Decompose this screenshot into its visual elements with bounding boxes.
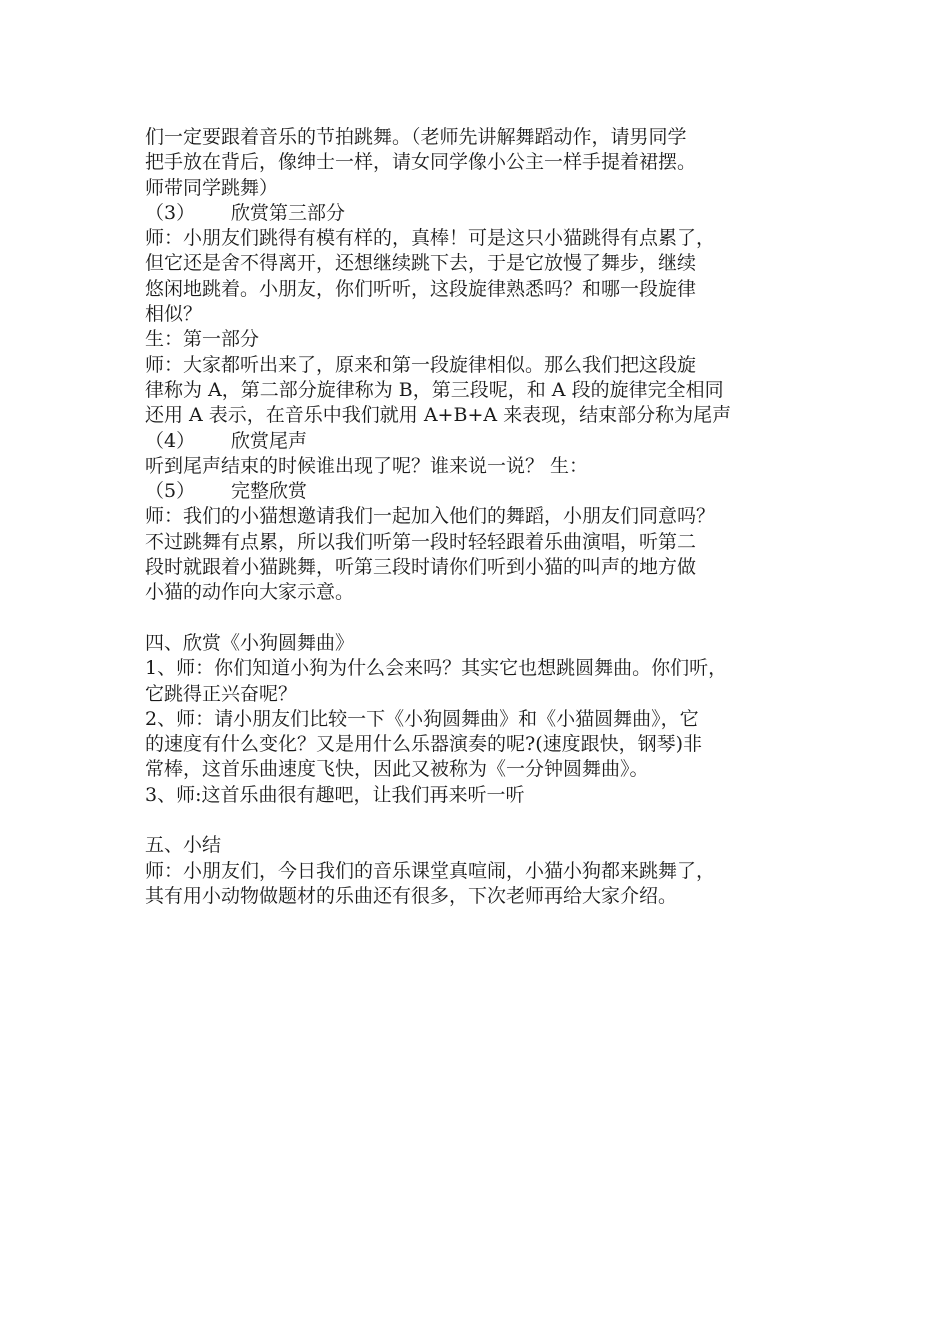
subheading-title: 完整欣赏 xyxy=(231,480,308,503)
paragraph-line: 悠闲地跳着。小朋友，你们听听，这段旋律熟悉吗？和哪一段旋律 xyxy=(145,277,697,300)
paragraph-line: 小猫的动作向大家示意。 xyxy=(145,581,355,604)
subheading-title: 欣赏第三部分 xyxy=(231,201,346,224)
section-heading: 五、小结 xyxy=(145,834,222,857)
paragraph-line: 3、师:这首乐曲很有趣吧，让我们再来听一听 xyxy=(145,783,525,806)
paragraph-line: 师：大家都听出来了，原来和第一段旋律相似。那么我们把这段旋 xyxy=(145,353,697,376)
paragraph-line: 还用 A 表示，在音乐中我们就用 A+B+A 来表现，结束部分称为尾声 xyxy=(145,404,732,427)
paragraph-line: 相似？ xyxy=(145,303,203,326)
subheading-number: （3） xyxy=(145,201,196,224)
paragraph-line: 生：第一部分 xyxy=(145,328,260,351)
subheading-part-3 xyxy=(145,201,825,226)
subheading-title: 欣赏尾声 xyxy=(231,429,308,452)
paragraph-line: 但它还是舍不得离开，还想继续跳下去，于是它放慢了舞步，继续 xyxy=(145,252,697,275)
paragraph-line: 们一定要跟着音乐的节拍跳舞。（老师先讲解舞蹈动作，请男同学 xyxy=(145,126,687,148)
paragraph-line: 2、师：请小朋友们比较一下《小狗圆舞曲》和《小猫圆舞曲》，它 xyxy=(145,707,699,730)
paragraph-line: 1、师：你们知道小狗为什么会来吗？其实它也想跳圆舞曲。你们听， xyxy=(145,657,728,680)
paragraph-line: 律称为 A，第二部分旋律称为 B，第三段呢，和 A 段的旋律完全相同 xyxy=(145,378,724,401)
blank-line xyxy=(145,606,825,631)
paragraph-line: 其有用小动物做题材的乐曲还有很多，下次老师再给大家介绍。 xyxy=(145,884,678,907)
paragraph-line: 师：我们的小猫想邀请我们一起加入他们的舞蹈，小朋友们同意吗？ xyxy=(145,505,716,528)
paragraph-line: 师带同学跳舞） xyxy=(145,176,279,199)
document-body xyxy=(145,125,825,909)
paragraph-line: 常棒，这首乐曲速度飞快，因此又被称为《一分钟圆舞曲》。 xyxy=(145,758,649,781)
paragraph-line: 师：小朋友们，今日我们的音乐课堂真喧闹，小猫小狗都来跳舞了， xyxy=(145,859,716,882)
paragraph-line: 的速度有什么变化？又是用什么乐器演奏的呢?(速度跟快，钢琴)非 xyxy=(145,733,703,756)
section-heading: 四、欣赏《小狗圆舞曲》 xyxy=(145,631,355,654)
paragraph-line: 段时就跟着小猫跳舞，听第三段时请你们听到小猫的叫声的地方做 xyxy=(145,556,697,579)
paragraph-line: 它跳得正兴奋呢？ xyxy=(145,682,298,705)
paragraph-line: 师：小朋友们跳得有模有样的，真棒！可是这只小猫跳得有点累了， xyxy=(145,227,716,250)
paragraph-line: 把手放在背后，像绅士一样，请女同学像小公主一样手提着裙摆。 xyxy=(145,151,697,174)
subheading-number: （4） xyxy=(145,429,196,452)
blank-line xyxy=(145,808,825,833)
subheading-number: （5） xyxy=(145,480,196,503)
paragraph-line: 不过跳舞有点累，所以我们听第一段时轻轻跟着乐曲演唱，听第二 xyxy=(145,530,697,553)
subheading-full-listening xyxy=(145,479,825,504)
paragraph-line: 听到尾声结束的时候谁出现了呢？谁来说一说？ 生： xyxy=(145,454,589,477)
subheading-coda xyxy=(145,429,825,454)
